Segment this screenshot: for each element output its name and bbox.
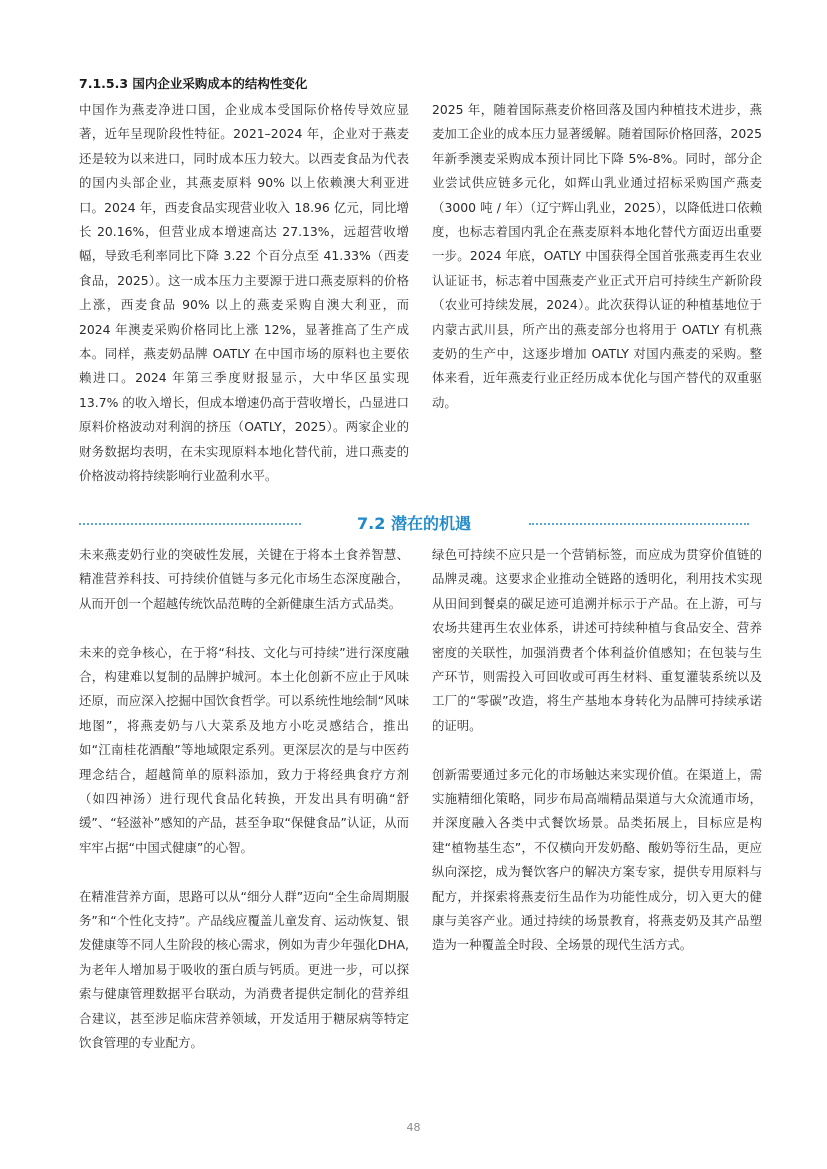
- page-number: 48: [406, 1121, 421, 1134]
- subsection-right-column: [432, 98, 762, 415]
- paragraph: 2025 年，随着国际燕麦价格回落及国内种植技术进步，燕麦加工企业的成本压力显著缓解。随着国际价格回落，2025 年新季澳麦采购成本预计同比下降 5%-8%。同时，部分企业尝试供应链多元化，如辉山乳业通过招标采购国产燕麦（3000 吨 / 年）（辽宁辉山乳业，2025），以降低进口依赖度，也标志着国内乳企在燕麦原料本地化替代方面迈出重要一步。2024 年底，OATLY 中国获得全国首张燕麦再生农业认证证书，标志着中国燕麦产业正式开启可持续生产新阶段（农业可持续发展，2024）。此次获得认证的种植基地位于内蒙古武川县，所产出的燕麦部分也将用于 OATLY 有机燕麦奶的生产中，这逐步增加 OATLY 对国内燕麦的采购。整体来看，近年燕麦行业正经历成本优化与国产替代的双重驱动。: [432, 102, 762, 410]
- section-title: 7.2 潜在的机遇: [357, 514, 471, 533]
- paragraph: 中国作为燕麦净进口国，企业成本受国际价格传导效应显著，近年呈现阶段性特征。2021–2024 年，企业对于燕麦还是较为以来进口，同时成本压力较大。以西麦食品为代表的国内头部企业，其燕麦原料 90% 以上依赖澳大利亚进口。2024 年，西麦食品实现营业收入 18.96 亿元，同比增长 20.16%，但营业成本增速高达 27.13%，远超营收增幅，导致毛利率同比下降 3.22 个百分点至 41.33%（西麦食品，2025）。这一成本压力主要源于进口燕麦原料的价格上涨，西麦食品 90% 以上的燕麦采购自澳大利亚，而 2024 年澳麦采购价格同比上涨 12%，显著推高了生产成本。同样，燕麦奶品牌 OATLY 在中国市场的原料也主要依赖进口。2024 年第三季度财报显示，大中华区虽实现 13.7% 的收入增长，但成本增速仍高于营收增长，凸显进口原料价格波动对利润的挤压（OATLY，2025）。两家企业的财务数据均表明，在未实现原料本地化替代前，进口燕麦的价格波动将持续影响行业盈利水平。: [79, 102, 409, 484]
- dotted-rule-right: [529, 523, 749, 525]
- paragraph: 未来的竞争核心，在于将“科技、文化与可持续”进行深度融合，构建难以复制的品牌护城河。本土化创新不应止于风味还原，而应深入挖掘中国饮食哲学。可以系统性地绘制“风味地图”，将燕麦奶与八大菜系及地方小吃灵感结合，推出如“江南桂花酒酿”等地域限定系列。更深层次的是与中医药理念结合，超越简单的原料添加，致力于将经典食疗方剂（如四神汤）进行现代食品化转换，开发出具有明确“舒缓”、“轻滋补”感知的产品，甚至争取“保健食品”认证，从而牢牢占据“中国式健康”的心智。: [79, 644, 409, 855]
- paragraph: 绿色可持续不应只是一个营销标签，而应成为贯穿价值链的品牌灵魂。这要求企业推动全链路的透明化，利用技术实现从田间到餐桌的碳足迹可追溯并标示于产品。在上游，可与农场共建再生农业体系，讲述可持续种植与食品安全、营养密度的关联性，加强消费者个体利益价值感知；在包装与生产环节，则需投入可回收或可再生材料、重复灌装系统以及工厂的“零碳”改造，将生产基地本身转化为品牌可持续承诺的证明。: [432, 547, 762, 733]
- section-left-column: [79, 543, 409, 1056]
- paragraph: 创新需要通过多元化的市场触达来实现价值。在渠道上，需实施精细化策略，同步布局高端精品渠道与大众流通市场，并深度融入各类中式餐饮场景。品类拓展上，目标应是构建“植物基生态”，不仅横向开发奶酪、酸奶等衍生品，更应纵向深挖，成为餐饮客户的解决方案专家，提供专用原料与配方，并探索将燕麦衍生品作为功能性成分，切入更大的健康与美容产业。通过持续的场景教育，将燕麦奶及其产品塑造为一种覆盖全时段、全场景的现代生活方式。: [432, 766, 762, 953]
- paragraph: 在精准营养方面，思路可以从“细分人群”迈向“全生命周期服务”和“个性化支持”。产品线应覆盖儿童发育、运动恢复、银发健康等不同人生阶段的核心需求，例如为青少年强化DHA,为老年人增加易于吸收的蛋白质与钙质。更进一步，可以探索与健康管理数据平台联动，为消费者提供定制化的营养组合建议，甚至涉足临床营养领域，开发适用于糖尿病等特定饮食管理的专业配方。: [79, 888, 409, 1051]
- section-right-column: [432, 543, 762, 958]
- paragraph: 未来燕麦奶行业的突破性发展，关键在于将本土食养智慧、精准营养科技、可持续价值链与多元化市场生态深度融合，从而开创一个超越传统饮品范畴的全新健康生活方式品类。: [79, 547, 409, 611]
- subsection-heading: 7.1.5.3 国内企业采购成本的结构性变化: [79, 76, 308, 91]
- subsection-left-column: [79, 98, 409, 489]
- section-divider: [79, 512, 749, 536]
